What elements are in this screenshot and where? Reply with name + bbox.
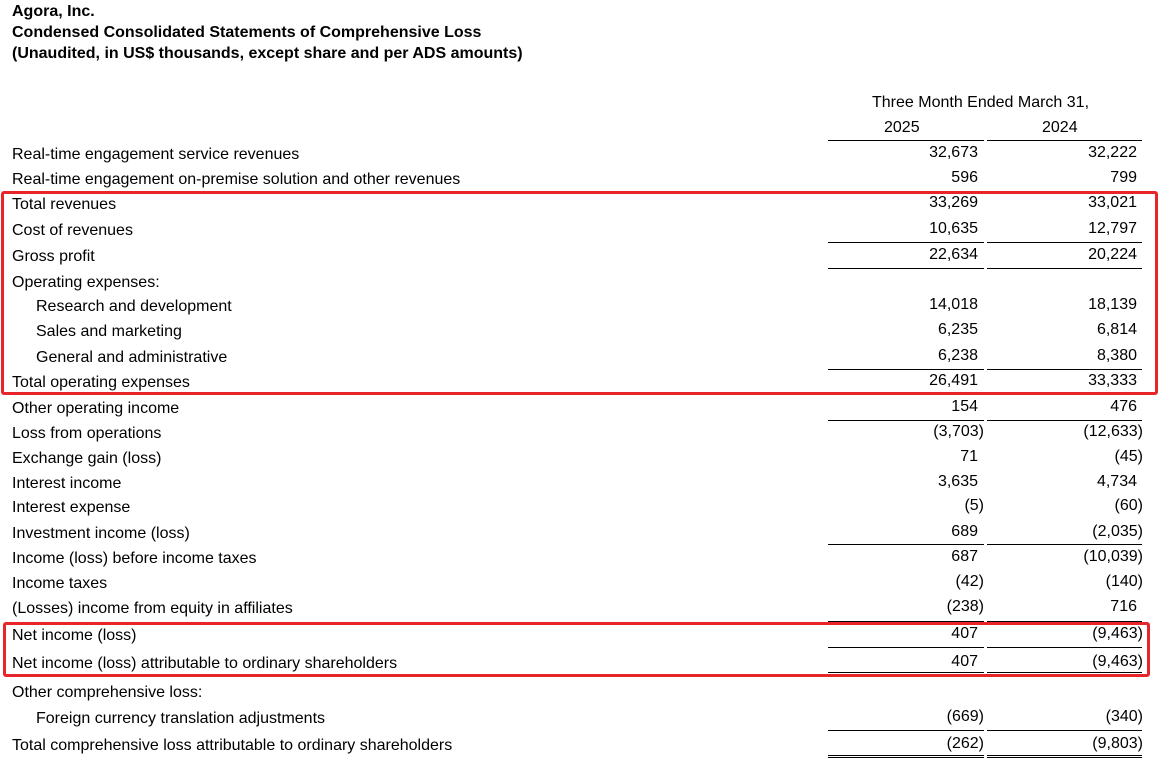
value-2025: 687	[951, 548, 978, 565]
value-2025: 407	[951, 625, 978, 642]
statement-title: Condensed Consolidated Statements of Comprehensive Loss	[12, 24, 482, 41]
value-2025: 407	[951, 653, 978, 670]
value-2025: 22,634	[929, 246, 978, 263]
value-2024: (60)	[1114, 497, 1143, 514]
row-exchange-gain-loss	[0, 448, 1161, 472]
column-header-2024: 2024	[1042, 119, 1078, 136]
value-2025: (669)	[946, 708, 984, 725]
row-label: Research and development	[36, 298, 232, 315]
statement-subtitle: (Unaudited, in US$ thousands, except share and per ADS amounts)	[12, 45, 523, 62]
value-2024: 476	[1110, 398, 1137, 415]
value-2025: 689	[951, 523, 978, 540]
row-label: Exchange gain (loss)	[12, 450, 162, 467]
value-2024: 799	[1110, 169, 1137, 186]
row-label: Total comprehensive loss attributable to ordinary shareholders	[12, 737, 453, 754]
value-2025: 10,635	[929, 220, 978, 237]
value-2025: 6,235	[937, 321, 978, 338]
value-2024: 12,797	[1088, 220, 1137, 237]
row-label: Operating expenses:	[12, 274, 160, 291]
row-income-before-taxes	[0, 548, 1161, 572]
row-onpremise-revenues	[0, 169, 1161, 193]
row-label: Interest income	[12, 475, 122, 492]
row-label: Other operating income	[12, 400, 180, 417]
rule	[828, 420, 984, 421]
value-2025: (262)	[946, 735, 984, 752]
row-label: Net income (loss)	[12, 627, 137, 644]
row-label: Income taxes	[12, 575, 108, 592]
value-2024: (10,039)	[1083, 548, 1143, 565]
value-2025: 33,269	[929, 194, 978, 211]
period-header: Three Month Ended March 31,	[872, 94, 1090, 111]
row-interest-expense	[0, 497, 1161, 521]
row-label: Investment income (loss)	[12, 525, 190, 542]
value-2024: 716	[1110, 598, 1137, 615]
row-label: Real-time engagement on-premise solution and other revenues	[12, 171, 461, 188]
value-2024: 33,021	[1088, 194, 1137, 211]
value-2024: (2,035)	[1092, 523, 1143, 540]
company-name: Agora, Inc.	[12, 3, 95, 20]
row-label: Gross profit	[12, 248, 95, 265]
row-label: Sales and marketing	[36, 323, 182, 340]
value-2024: 33,333	[1088, 372, 1137, 389]
value-2024: 4,734	[1096, 473, 1137, 490]
row-label: Net income (loss) attributable to ordinary shareholders	[12, 655, 398, 672]
value-2024: (12,633)	[1083, 423, 1143, 440]
value-2024: 32,222	[1088, 144, 1137, 161]
row-label: Income (loss) before income taxes	[12, 550, 257, 567]
row-other-operating-income	[0, 398, 1161, 422]
row-other-comprehensive-heading	[0, 682, 1161, 706]
column-header-2025: 2025	[884, 119, 920, 136]
value-2024: (140)	[1105, 573, 1143, 590]
value-2025: (238)	[946, 598, 984, 615]
row-loss-from-operations	[0, 423, 1161, 447]
value-2024: (9,463)	[1092, 625, 1143, 642]
rule	[828, 544, 984, 545]
rule	[987, 420, 1142, 421]
value-2024: 20,224	[1088, 246, 1137, 263]
row-label: Total revenues	[12, 196, 117, 213]
highlight-box-net-income	[3, 622, 1150, 677]
value-2025: (3,703)	[933, 423, 984, 440]
value-2025: 3,635	[937, 473, 978, 490]
double-rule	[828, 755, 984, 758]
rule	[828, 730, 984, 731]
row-label: Total operating expenses	[12, 374, 190, 391]
value-2024: (9,803)	[1092, 735, 1143, 752]
value-2025: 26,491	[929, 372, 978, 389]
value-2025: 6,238	[937, 347, 978, 364]
value-2025: (5)	[964, 497, 984, 514]
value-2024: 6,814	[1096, 321, 1137, 338]
rule	[987, 544, 1142, 545]
row-interest-income	[0, 473, 1161, 497]
row-label: Interest expense	[12, 499, 131, 516]
highlight-box-revenues-expenses	[1, 191, 1158, 395]
row-equity-affiliates	[0, 598, 1161, 622]
row-label: Cost of revenues	[12, 222, 133, 239]
value-2025: 596	[951, 169, 978, 186]
row-fx-translation	[0, 708, 1161, 732]
value-2025: 71	[960, 448, 978, 465]
value-2024: (9,463)	[1092, 653, 1143, 670]
double-rule	[987, 755, 1142, 758]
value-2024: 8,380	[1096, 347, 1137, 364]
row-label: General and administrative	[36, 349, 228, 366]
row-label: Loss from operations	[12, 425, 162, 442]
header-underline-2024	[987, 140, 1142, 141]
value-2025: 154	[951, 398, 978, 415]
row-income-taxes	[0, 573, 1161, 597]
value-2025: 32,673	[929, 144, 978, 161]
value-2024: (45)	[1114, 448, 1143, 465]
value-2024: 18,139	[1088, 296, 1137, 313]
row-label: Foreign currency translation adjustments	[36, 710, 326, 727]
value-2024: (340)	[1105, 708, 1143, 725]
value-2025: 14,018	[929, 296, 978, 313]
row-service-revenues	[0, 144, 1161, 168]
value-2025: (42)	[955, 573, 984, 590]
row-label: (Losses) income from equity in affiliates	[12, 600, 293, 617]
row-label: Real-time engagement service revenues	[12, 146, 300, 163]
row-label: Other comprehensive loss:	[12, 684, 203, 701]
header-underline-2025	[828, 140, 984, 141]
rule	[987, 730, 1142, 731]
